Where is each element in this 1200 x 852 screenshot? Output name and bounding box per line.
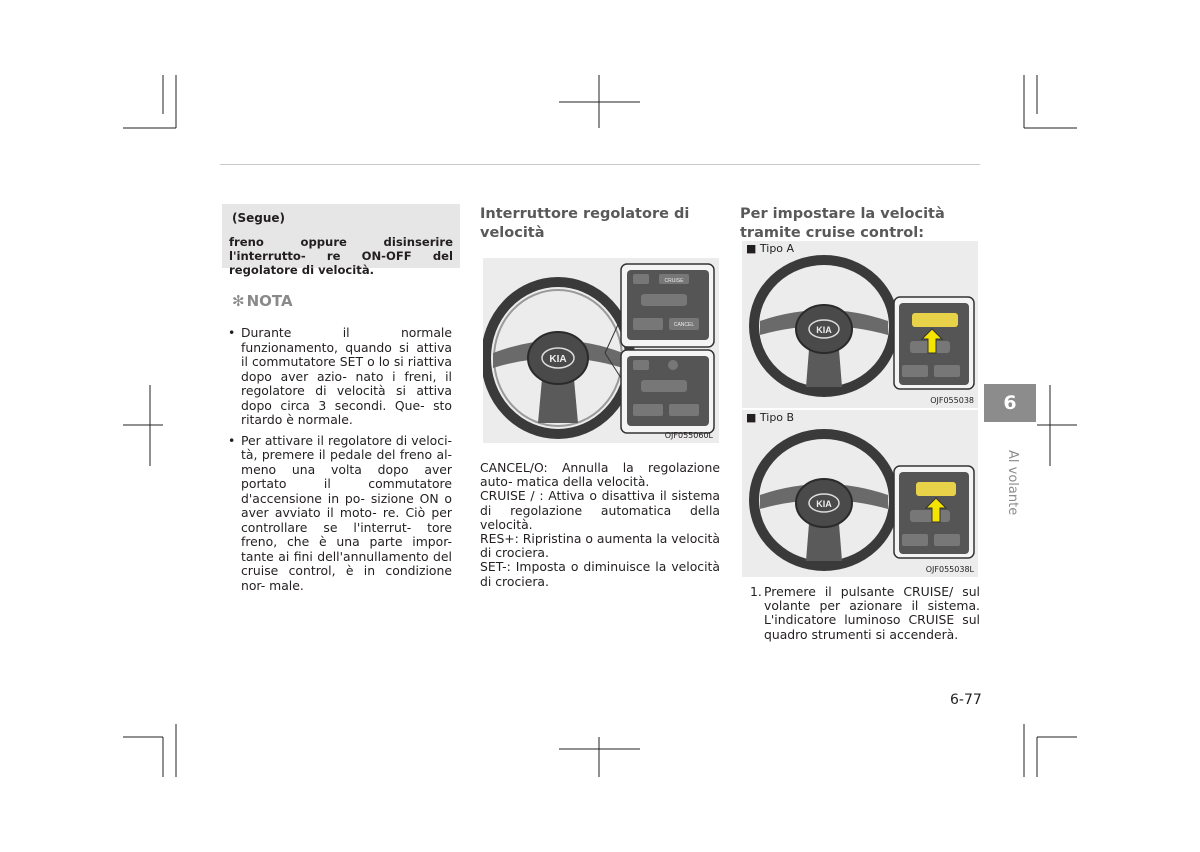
continued-title: (Segue) xyxy=(232,211,286,225)
type-b-label: ■ Tipo B xyxy=(746,411,795,424)
figure-type-a xyxy=(742,241,978,408)
page-number: 6-77 xyxy=(950,692,982,708)
type-a-label: ■ Tipo A xyxy=(746,242,795,255)
svg-text:KIA: KIA xyxy=(816,325,832,335)
step-number: 1. xyxy=(750,584,762,599)
section-heading-switch: Interruttore regolatore di velocità xyxy=(480,206,690,241)
svg-text:KIA: KIA xyxy=(816,499,832,509)
list-item: • Durante il normale funzionamento, quando si attiva il commutatore SET o lo si riattiva dopo aver azio- nato i freni, il regolatore di velocità si attiva dopo circa 3 secondi. Que- sto ritardo è normale. xyxy=(228,325,452,427)
note-bullet-list xyxy=(228,326,452,599)
step-text: Premere il pulsante CRUISE/ sul volante per azionare il sistema. L'indicatore luminoso CRUISE sul quadro strumenti si accenderà. xyxy=(764,584,980,642)
figure-type-b xyxy=(742,410,978,577)
note-title: NOTA xyxy=(246,292,293,310)
description-line: CANCEL/O: Annulla la regolazione auto- matica della velocità. xyxy=(480,460,720,490)
steering-wheel-type-a-illustration xyxy=(742,241,978,408)
switch-descriptions xyxy=(480,461,720,589)
header-rule xyxy=(220,164,980,165)
figure-code: OJF055060L xyxy=(664,431,713,440)
step-1 xyxy=(750,585,980,642)
description-line: RES+: Ripristina o aumenta la velocità di crociera. xyxy=(480,531,720,561)
figure-code: OJF055038L xyxy=(925,565,974,574)
list-item: • Per attivare il regolatore di veloci- tà, premere il pedale del freno al- meno una volta dopo aver portato il commutatore d'accensione in po- sizione ON o aver avviato il moto- re. Ciò per controllare se l'interrut- tore freno, che è una parte impor- tante ai fini dell'annullamento del cruise control, è in condizione nor- male. xyxy=(228,432,452,593)
steering-wheel-type-b-illustration xyxy=(742,410,978,577)
continued-text: freno oppure disinserire l'interrutto- re ON-OFF del regolatore di velocità. xyxy=(229,235,453,277)
chapter-number-tab: 6 xyxy=(984,384,1036,422)
description-line: SET-: Imposta o diminuisce la velocità di crociera. xyxy=(480,559,720,589)
chapter-title: Al volante xyxy=(1005,450,1020,516)
figure-code: OJF055038 xyxy=(930,396,974,405)
steering-wheel-figure xyxy=(483,258,719,443)
description-line: CRUISE / : Attiva o disattiva il sistema di regolazione automatica della velocità. xyxy=(480,488,720,532)
note-asterisk-icon: ✻ xyxy=(232,292,245,310)
note-heading xyxy=(232,292,293,310)
section-heading-set-speed: Per impostare la velocità tramite cruise control: xyxy=(740,206,945,241)
svg-text:KIA: KIA xyxy=(549,354,567,365)
cancel-button-label: CANCEL xyxy=(673,322,695,328)
cruise-button-label: CRUISE xyxy=(664,278,684,284)
steering-wheel-illustration xyxy=(483,258,719,443)
